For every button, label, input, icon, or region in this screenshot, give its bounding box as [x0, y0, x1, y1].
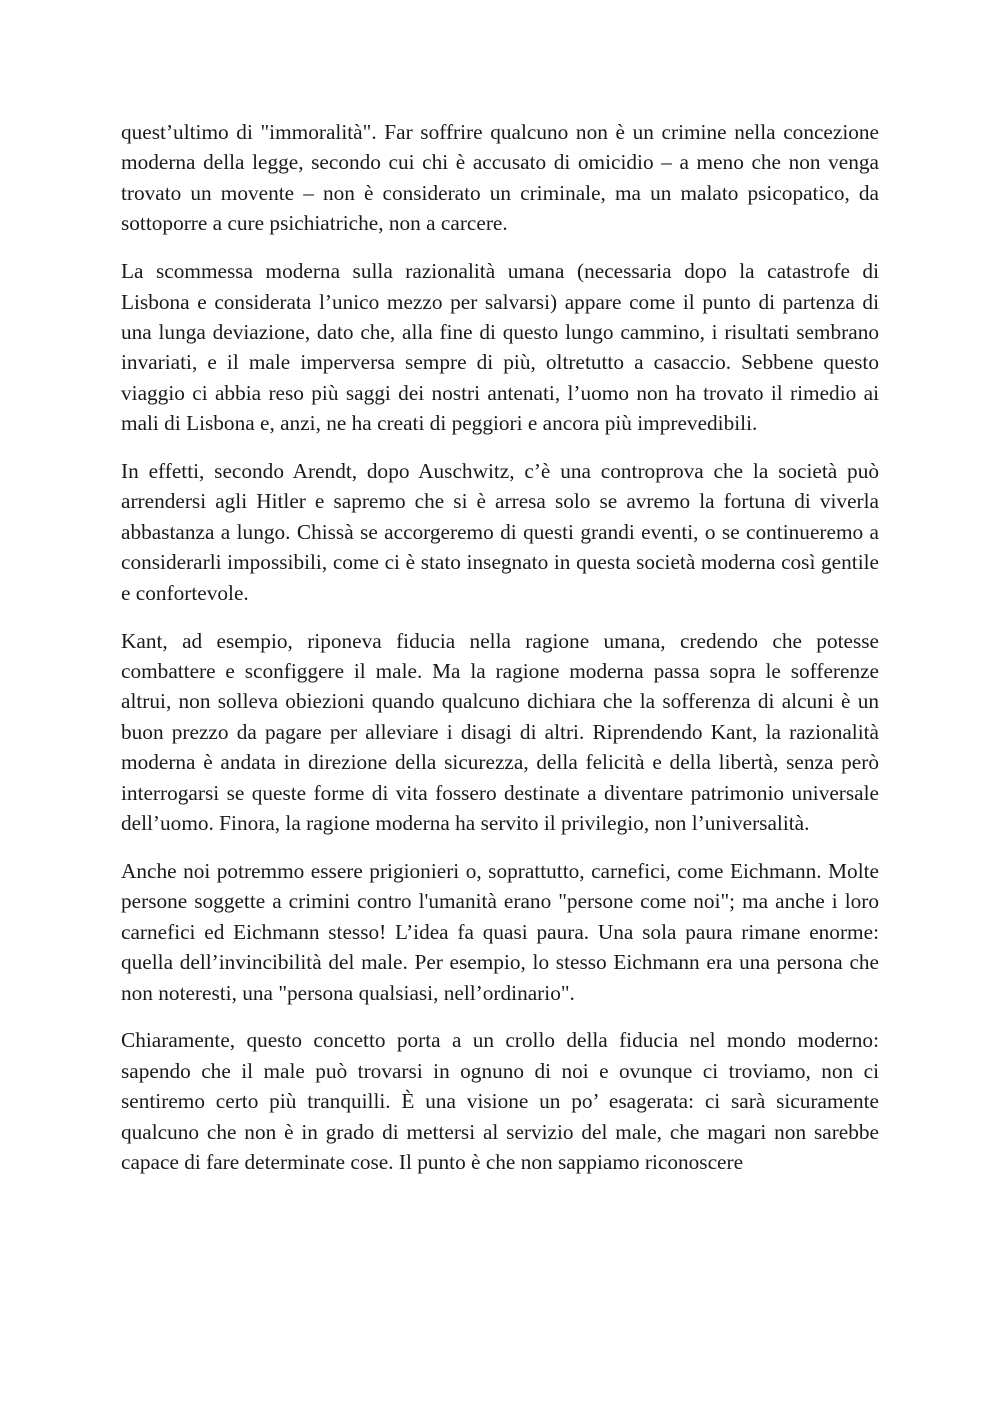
paragraph-2: La scommessa moderna sulla razionalità umana (necessaria dopo la catastrofe di Lisbona e considerata l’unico mezzo per salvarsi) appare come il punto di partenza di una lunga deviazione, dato che, alla fine di questo lungo cammino, i risultati sembrano invariati, e il male imperversa sempre di più, oltretutto a casaccio. Sebbene questo viaggio ci abbia reso più saggi dei nostri antenati, l’uomo non ha trovato il rimedio ai mali di Lisbona e, anzi, ne ha creati di peggiori e ancora più imprevedibili.: [121, 259, 879, 436]
paragraph-5: Anche noi potremmo essere prigionieri o, soprattutto, carnefici, come Eichmann. Molte persone soggette a crimini contro l'umanità erano "persone come noi"; ma anche i loro carnefici ed Eichmann stesso! L’idea fa quasi paura. Una sola paura rimane enorme: quella dell’invincibilità del male. Per esempio, lo stesso Eichmann era una persona che non noteresti, una "persona qualsiasi, nell’ordinario".: [121, 858, 879, 1005]
paragraph-3: In effetti, secondo Arendt, dopo Auschwitz, c’è una controprova che la società può arrendersi agli Hitler e sapremo che si è arresa solo se avremo la fortuna di viverla abbastanza a lungo. Chissà se accorgeremo di questi grandi eventi, o se continueremo a considerarli impossibili, come ci è stato insegnato in questa società moderna così gentile e confortevole.: [121, 459, 879, 605]
document-page: [121, 117, 879, 1178]
paragraph-1: quest’ultimo di "immoralità". Far soffrire qualcuno non è un crimine nella concezione moderna della legge, secondo cui chi è accusato di omicidio – a meno che non venga trovato un movente – non è considerato un criminale, ma un malato psicopatico, da sottoporre a cure psichiatriche, non a carcere.: [121, 120, 879, 236]
paragraph-6: Chiaramente, questo concetto porta a un crollo della fiducia nel mondo moderno: sapendo che il male può trovarsi in ognuno di noi e ovunque ci troviamo, non ci sentiremo certo più tranquilli. È una visione un po’ esagerata: ci sarà sicuramente qualcuno che non è in grado di mettersi al servizio del male, che magari non sarebbe capace di fare determinate cose. Il punto è che non sappiamo riconoscere: [121, 1028, 879, 1175]
paragraph-4: Kant, ad esempio, riponeva fiducia nella ragione umana, credendo che potesse combattere e sconfiggere il male. Ma la ragione moderna passa sopra le sofferenze altrui, non solleva obiezioni quando qualcuno dichiara che la sofferenza di alcuni è un buon prezzo da pagare per alleviare i disagi di altri. Riprendendo Kant, la razionalità moderna è andata in direzione della sicurezza, della felicità e della libertà, senza però interrogarsi se queste forme di vita fossero destinate a diventare patrimonio universale dell’uomo. Finora, la ragione moderna ha servito il privilegio, non l’universalità.: [121, 628, 879, 836]
